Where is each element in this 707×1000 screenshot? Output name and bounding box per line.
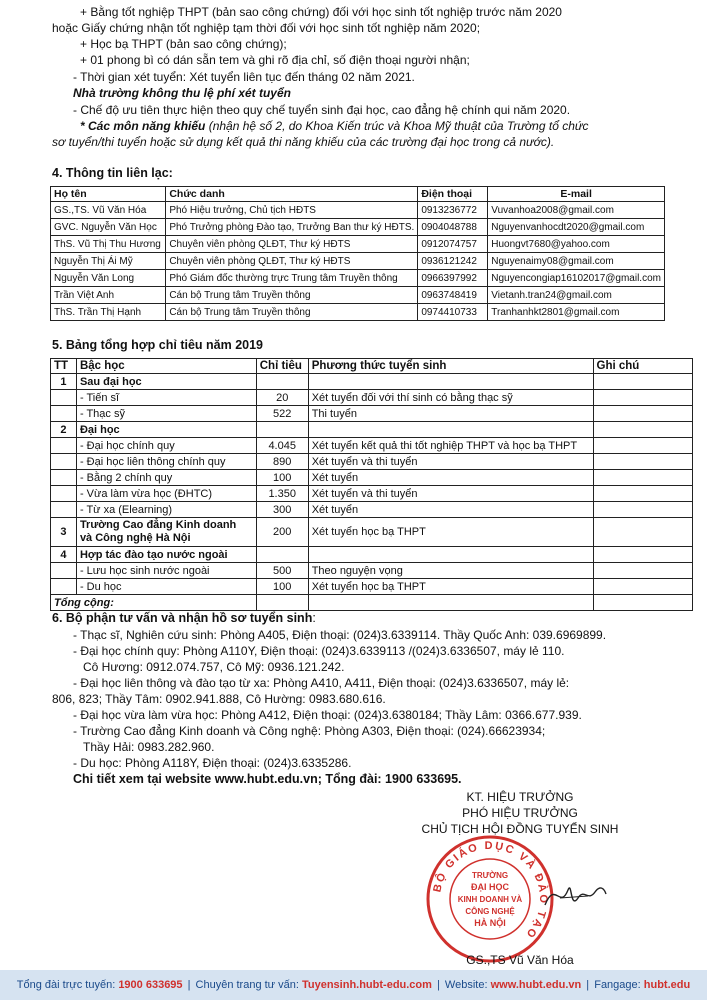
intro-line-9: sơ tuyển/thi tuyển hoặc sử dụng kết quả thi năng khiếu của các trường đại học trong cả nước). [52,135,555,149]
row-level [76,518,256,547]
row-method: Xét tuyển [308,502,593,518]
table-row [51,502,693,518]
table-row [51,219,665,236]
row-method: Xét tuyển kết quả thi tốt nghiệp THPT và học bạ THPT [308,438,593,454]
seal-inner-line: HÀ NỘI [474,918,506,928]
row-note [593,406,692,422]
advice-line: - Đại học liên thông và đào tạo từ xa: Phòng A410, A411, Điện thoại: (024)3.6336507, máy lẻ: [73,676,570,690]
col-header-quota: Chỉ tiêu [256,359,308,374]
footer-bar [0,970,707,1000]
col-header-name: Họ tên [51,187,166,202]
row-note [593,563,692,579]
row-level [76,502,256,518]
contact-phone: 0963748419 [418,287,488,304]
advice-line: - Đại học chính quy: Phòng A110Y, Điện thoại: (024)3.6339113 /(024)3.6336507, máy lẻ 110. [73,644,565,658]
row-tt [51,470,77,486]
table-row [51,390,693,406]
row-tt: 4 [51,547,77,563]
contact-name: ThS. Trần Thị Hạnh [51,304,166,321]
contact-name: GVC. Nguyễn Văn Học [51,219,166,236]
contact-phone: 0904048788 [418,219,488,236]
table-row [51,406,693,422]
website-note: Chi tiết xem tại website www.hubt.edu.vn; Tổng đài: 1900 633695. [73,772,462,786]
row-method: Xét tuyển học bạ THPT [308,579,593,595]
row-quota: 100 [256,579,308,595]
table-row [51,547,693,563]
contact-email: Tranhanhkt2801@gmail.com [488,304,665,321]
footer-web-label: Website: [444,979,491,991]
advice-line: - Đại học vừa làm vừa học: Phòng A412, Điện thoại: (024)3.6380184; Thầy Lâm: 0366.677.939. [73,708,582,722]
contact-phone: 0936121242 [418,253,488,270]
intro-fee-note: Nhà trường không thu lệ phí xét tuyển [73,86,291,100]
footer-fanpage-label: Fangage: [594,979,644,991]
table-row [51,270,665,287]
row-level [76,422,256,438]
contact-title: Chuyên viên phòng QLĐT, Thư ký HĐTS [166,236,418,253]
footer-portal-label: Chuyên trang tư vấn: [195,979,302,991]
row-tt [51,454,77,470]
row-level-text: Hợp tác đào tạo nước ngoài [79,548,228,561]
row-note [593,422,692,438]
contacts-heading: 4. Thông tin liên lạc: [52,166,173,180]
row-tt [51,502,77,518]
school-seal [425,834,555,964]
row-note [593,374,692,390]
table-row [51,454,693,470]
contact-title: Phó Trưởng phòng Đào tạo, Trưởng Ban thư ký HĐTS. [166,219,418,236]
row-quota: 300 [256,502,308,518]
footer-separator: | [437,979,440,991]
row-note [593,579,692,595]
row-level-text: Sau đại học [79,375,142,388]
row-quota [256,374,308,390]
row-method: Theo nguyện vọng [308,563,593,579]
intro-line-8 [80,119,588,134]
quota-table [50,358,693,611]
col-header-title: Chức danh [166,187,418,202]
contact-phone: 0966397992 [418,270,488,287]
advice-heading-text: 6. Bộ phận tư vấn và nhận hồ sơ tuyển sinh [52,611,313,625]
contact-email: Vuvanhoa2008@gmail.com [488,202,665,219]
row-level [76,579,256,595]
table-row [51,287,665,304]
quota-heading: 5. Bảng tổng hợp chỉ tiêu năm 2019 [52,338,264,352]
col-header-method: Phương thức tuyển sinh [308,359,593,374]
row-note [593,438,692,454]
contact-email: Nguyencongiap16102017@gmail.com [488,270,665,287]
table-row [51,563,693,579]
quota-body [51,374,693,611]
handwritten-signature [540,870,610,920]
row-level-text: - Từ xa (Elearning) [79,503,173,516]
row-note [593,390,692,406]
row-level [76,390,256,406]
row-level [76,563,256,579]
row-quota: 100 [256,470,308,486]
row-level-text: - Đại học chính quy [79,439,175,452]
advice-line: 806, 823; Thầy Tâm: 0902.941.888, Cô Hường: 0983.680.616. [52,692,386,706]
total-method [308,595,593,611]
contact-email: Huongvt7680@yahoo.com [488,236,665,253]
seal-inner-line: TRƯỜNG [471,871,509,880]
row-tt [51,438,77,454]
advice-line: - Trường Cao đẳng Kinh doanh và Công nghệ: Phòng A303, Điện thoại: (024).66623934; [73,724,546,738]
advice-heading-colon: : [312,611,316,625]
table-row [51,304,665,321]
row-method: Xét tuyển và thi tuyển [308,454,593,470]
contact-name: GS.,TS. Vũ Văn Hóa [51,202,166,219]
row-level-text: và Công nghệ Hà Nội [79,532,191,544]
row-method: Xét tuyển học bạ THPT [308,518,593,547]
total-row [51,595,693,611]
seal-inner-line: KINH DOANH VÀ [457,895,523,904]
row-tt: 1 [51,374,77,390]
contact-title: Phó Hiệu trưởng, Chủ tịch HĐTS [166,202,418,219]
col-header-tt: TT [51,359,77,374]
table-header-row [51,359,693,374]
table-row [51,253,665,270]
row-quota [256,547,308,563]
contact-email: Vietanh.tran24@gmail.com [488,287,665,304]
signature-title-2: PHÓ HIỆU TRƯỞNG [462,806,578,820]
row-note [593,547,692,563]
col-header-note: Ghi chú [593,359,692,374]
advice-line: - Du học: Phòng A118Y, Điện thoại: (024)3.6335286. [73,756,352,770]
aptitude-subjects-text: (nhận hệ số 2, do Khoa Kiến trúc và Khoa Mỹ thuật của Trường tổ chức [205,119,589,133]
contact-name: Trần Việt Anh [51,287,166,304]
row-method [308,422,593,438]
col-header-phone: Điện thoại [418,187,488,202]
row-level-text: - Thạc sỹ [79,407,125,420]
col-header-email: E-mail [488,187,665,202]
contact-phone: 0912074757 [418,236,488,253]
row-level-text: - Lưu học sinh nước ngoài [79,564,210,577]
intro-line-7: - Chế độ ưu tiên thực hiện theo quy chế tuyển sinh đại học, cao đẳng hệ chính qui năm 2020. [73,103,571,117]
footer-separator: | [187,979,191,991]
contact-name: ThS. Vũ Thị Thu Hương [51,236,166,253]
advice-line: Cô Hương: 0912.074.757, Cô Mỹ: 0936.121.242. [83,660,345,674]
row-note [593,454,692,470]
row-quota [256,422,308,438]
row-note [593,518,692,547]
intro-line-2: hoặc Giấy chứng nhận tốt nghiệp tạm thời đối với học sinh tốt nghiệp năm 2020; [52,21,481,35]
row-level [76,374,256,390]
table-row [51,374,693,390]
row-tt [51,390,77,406]
row-level [76,547,256,563]
table-row [51,518,693,547]
total-quota [256,595,308,611]
advice-line: - Thạc sĩ, Nghiên cứu sinh: Phòng A405, Điện thoại: (024)3.6339114. Thầy Quốc Anh: 039.6969899. [73,628,607,642]
contact-phone: 0913236772 [418,202,488,219]
contact-title: Phó Giám đốc thường trực Trung tâm Truyền thông [166,270,418,287]
intro-line-4: + 01 phong bì có dán sẵn tem và ghi rõ địa chỉ, số điện thoại người nhận; [80,53,470,67]
row-level-text: - Bằng 2 chính quy [79,471,173,484]
signature-title-3: CHỦ TỊCH HỘI ĐỒNG TUYỂN SINH [421,822,619,836]
contact-title: Cán bộ Trung tâm Truyền thông [166,304,418,321]
intro-line-3: + Học bạ THPT (bản sao công chứng); [80,37,287,51]
row-tt [51,406,77,422]
row-level [76,438,256,454]
row-quota: 522 [256,406,308,422]
row-level-text: Trường Cao đẳng Kinh doanh [79,519,237,531]
row-method: Xét tuyển và thi tuyển [308,486,593,502]
row-level [76,454,256,470]
intro-line-5: - Thời gian xét tuyển: Xét tuyển liên tục đến tháng 02 năm 2021. [73,70,415,84]
footer-hotline[interactable]: 1900 633695 [118,979,183,991]
contact-email: Nguyenvanhocdt2020@gmail.com [488,219,665,236]
row-level-text: - Đại học liên thông chính quy [79,455,226,468]
row-quota: 200 [256,518,308,547]
row-level-text: Đại học [79,423,120,436]
footer-separator: | [586,979,590,991]
row-tt [51,563,77,579]
table-row [51,486,693,502]
contact-phone: 0974410733 [418,304,488,321]
row-quota: 20 [256,390,308,406]
footer-web-link[interactable]: www.hubt.edu.vn [490,979,582,991]
contact-title: Cán bộ Trung tâm Truyền thông [166,287,418,304]
row-method [308,547,593,563]
aptitude-subjects-label: * Các môn năng khiếu [80,119,206,133]
advice-line: Thầy Hải: 0983.282.960. [83,740,215,754]
table-row [51,236,665,253]
seal-inner-line: CÔNG NGHỆ [465,907,515,916]
table-row [51,579,693,595]
contact-name: Nguyễn Văn Long [51,270,166,287]
row-note [593,502,692,518]
row-tt [51,486,77,502]
row-level [76,406,256,422]
total-label: Tổng cộng: [51,595,257,611]
contact-name: Nguyễn Thị Ái Mỹ [51,253,166,270]
table-row [51,438,693,454]
row-level-text: - Tiến sĩ [79,391,120,404]
contact-email: Nguyenaimy08@gmail.com [488,253,665,270]
contact-title: Chuyên viên phòng QLĐT, Thư ký HĐTS [166,253,418,270]
row-level-text: - Du học [79,580,122,593]
seal-inner-line: ĐẠI HỌC [471,882,509,892]
signer-name: GS.,TS Vũ Văn Hóa [466,953,574,967]
row-tt: 2 [51,422,77,438]
footer-hotline-label: Tổng đài trực tuyến: [16,979,119,991]
row-method: Xét tuyển đối với thí sinh có bằng thạc sỹ [308,390,593,406]
intro-line-1: + Bằng tốt nghiệp THPT (bản sao công chứng) đối với học sinh tốt nghiệp trước năm 2020 [80,5,562,19]
footer-portal-link[interactable]: Tuyensinh.hubt-edu.com [301,979,432,991]
row-tt [51,579,77,595]
footer-fanpage-link[interactable]: hubt.edu [643,979,691,991]
contacts-table [50,186,665,321]
advice-heading [52,611,316,625]
row-level [76,486,256,502]
table-row [51,470,693,486]
row-quota: 4.045 [256,438,308,454]
seal-ring-text: BỘ GIÁO DỤC VÀ ĐÀO TẠO [431,839,550,942]
row-tt: 3 [51,518,77,547]
row-level [76,470,256,486]
row-level-text: - Vừa làm vừa học (ĐHTC) [79,487,213,500]
row-quota: 890 [256,454,308,470]
signature-title-1: KT. HIỆU TRƯỞNG [466,790,574,804]
row-method: Thi tuyển [308,406,593,422]
total-note [593,595,692,611]
row-quota: 500 [256,563,308,579]
col-header-level: Bậc học [76,359,256,374]
row-quota: 1.350 [256,486,308,502]
table-row [51,422,693,438]
row-note [593,486,692,502]
row-method [308,374,593,390]
row-method: Xét tuyển [308,470,593,486]
table-row [51,202,665,219]
table-header-row [51,187,665,202]
row-note [593,470,692,486]
